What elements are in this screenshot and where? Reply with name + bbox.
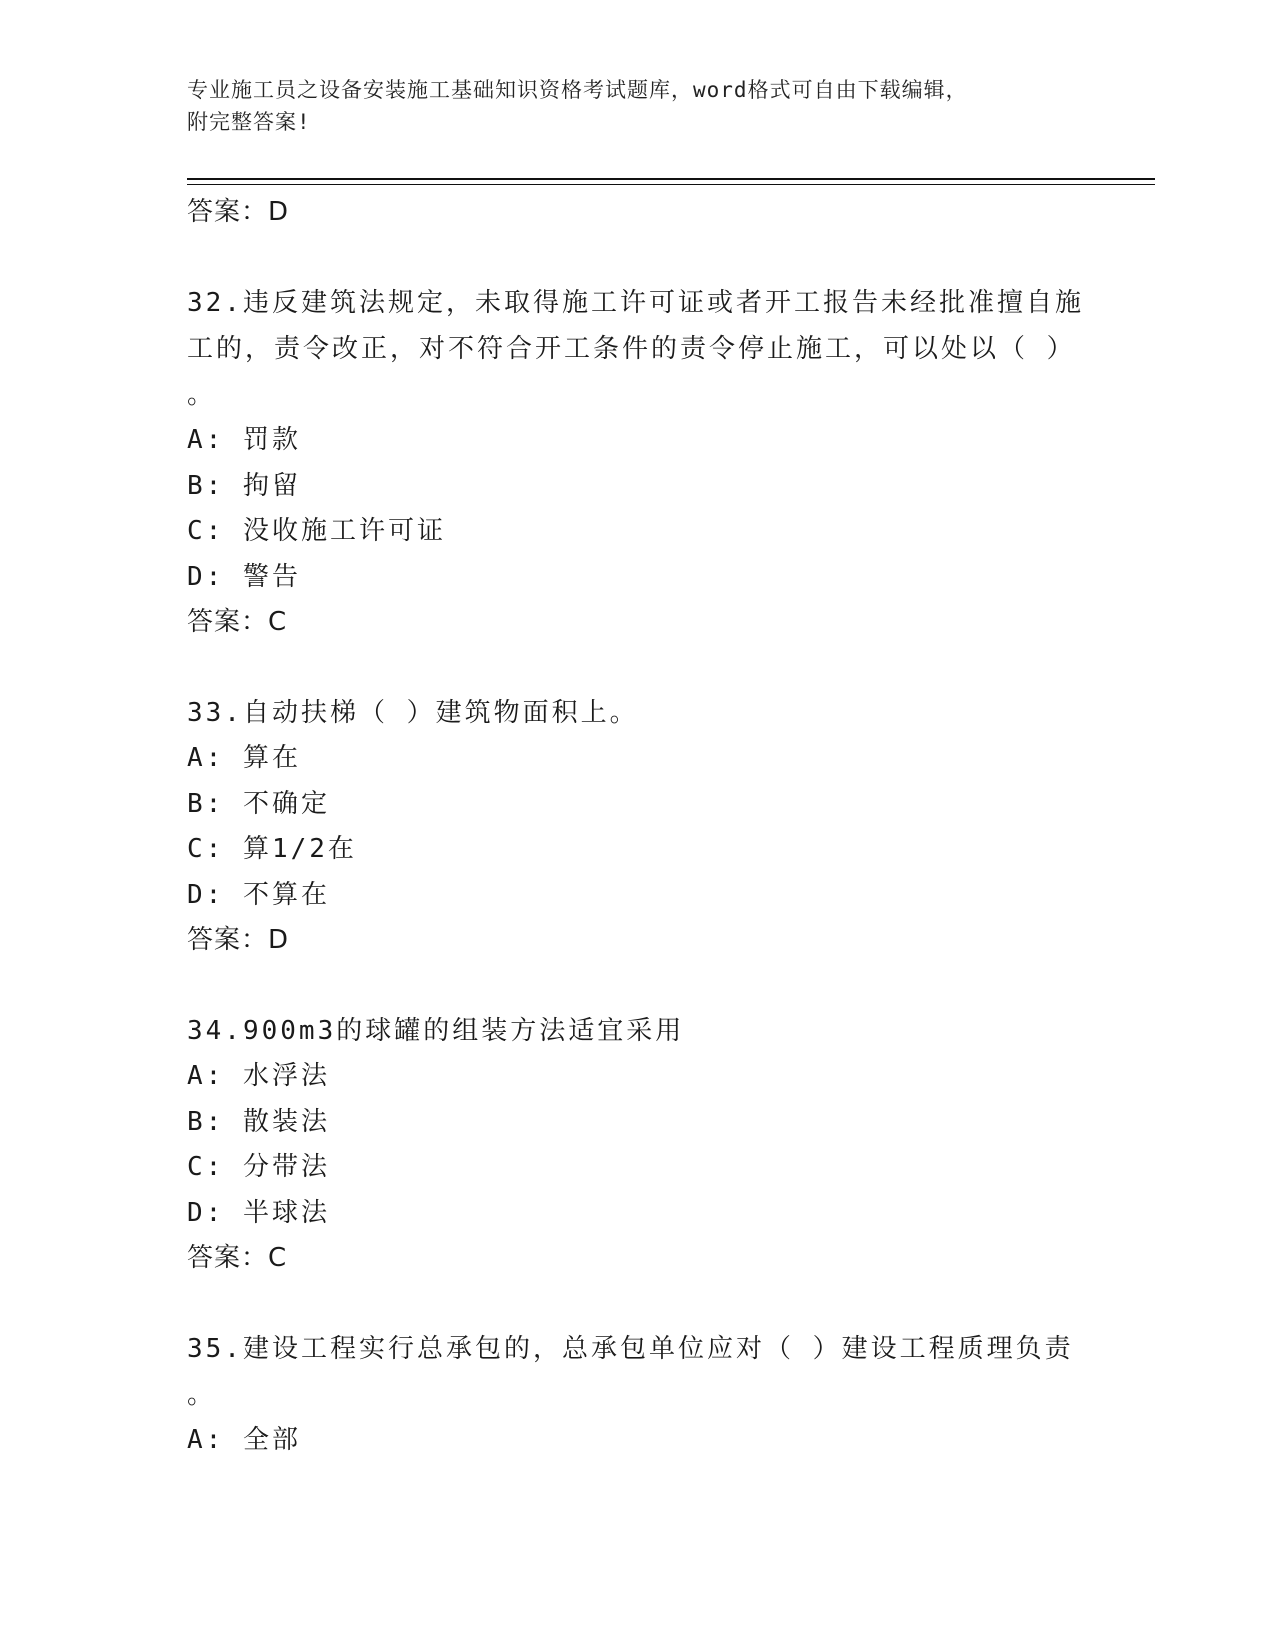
option-c bbox=[187, 509, 1087, 555]
option-text: 警告 bbox=[242, 561, 301, 592]
question-text: 32.违反建筑法规定，未取得施工许可证或者开工报告未经批准擅自施 bbox=[187, 288, 1084, 318]
option-text: 半球法 bbox=[242, 1197, 330, 1228]
question-list bbox=[187, 190, 1087, 1464]
option-b bbox=[187, 1100, 1087, 1146]
option-c bbox=[187, 1145, 1087, 1191]
option-letter: C: bbox=[187, 516, 225, 546]
answer-line: 答案：D bbox=[187, 925, 290, 955]
option-a bbox=[187, 1418, 1087, 1464]
option-letter: A: bbox=[187, 1425, 225, 1455]
option-text: 分带法 bbox=[242, 1152, 330, 1182]
header-divider-thick bbox=[187, 178, 1155, 180]
question-text: 工的，责令改正，对不符合开工条件的责令停止施工，可以处以（ ） bbox=[187, 334, 1076, 364]
question-block bbox=[187, 1326, 1087, 1464]
option-text: 水浮法 bbox=[242, 1061, 330, 1091]
option-text: 全部 bbox=[242, 1425, 301, 1455]
option-b bbox=[187, 464, 1087, 510]
question-block bbox=[187, 280, 1087, 645]
option-a bbox=[187, 736, 1087, 782]
option-letter: A: bbox=[187, 1061, 225, 1091]
answer-line: 答案：C bbox=[187, 1243, 288, 1273]
option-text: 没收施工许可证 bbox=[242, 516, 446, 546]
option-d bbox=[187, 1191, 1087, 1237]
option-text: 不确定 bbox=[242, 788, 330, 819]
option-letter: D: bbox=[187, 561, 225, 592]
option-letter: D: bbox=[187, 1197, 225, 1228]
option-letter: B: bbox=[187, 788, 225, 819]
option-text: 不算在 bbox=[242, 879, 330, 910]
option-c bbox=[187, 827, 1087, 873]
question-text: 。 bbox=[187, 380, 217, 410]
option-letter: B: bbox=[187, 1106, 225, 1137]
option-letter: C: bbox=[187, 834, 225, 864]
page-header bbox=[187, 74, 1087, 138]
header-divider-thin bbox=[187, 184, 1155, 185]
option-letter: A: bbox=[187, 743, 225, 773]
question-block bbox=[187, 690, 1087, 963]
option-text: 散装法 bbox=[242, 1106, 330, 1137]
header-line-1: 专业施工员之设备安装施工基础知识资格考试题库，word格式可自由下载编辑， bbox=[187, 78, 968, 102]
option-letter: B: bbox=[187, 470, 225, 501]
option-a bbox=[187, 418, 1087, 464]
option-b bbox=[187, 782, 1087, 828]
question-block bbox=[187, 1008, 1087, 1281]
option-text: 罚款 bbox=[242, 425, 301, 455]
option-text: 算1/2在 bbox=[242, 834, 357, 864]
question-text: 34.900m3的球罐的组装方法适宜采用 bbox=[187, 1016, 685, 1046]
question-text: 33.自动扶梯（ ）建筑物面积上。 bbox=[187, 698, 639, 728]
option-a bbox=[187, 1054, 1087, 1100]
question-text: 。 bbox=[187, 1380, 217, 1410]
option-d bbox=[187, 873, 1087, 919]
option-letter: D: bbox=[187, 879, 225, 910]
option-d bbox=[187, 555, 1087, 601]
header-line-2: 附完整答案! bbox=[187, 110, 311, 134]
option-letter: C: bbox=[187, 1152, 225, 1182]
option-letter: A: bbox=[187, 425, 225, 455]
question-text: 35.建设工程实行总承包的，总承包单位应对（ ）建设工程质理负责 bbox=[187, 1334, 1074, 1364]
option-text: 算在 bbox=[242, 743, 301, 773]
answer-line: 答案：C bbox=[187, 607, 288, 637]
answer-line: 答案：D bbox=[187, 197, 290, 227]
option-text: 拘留 bbox=[242, 470, 301, 501]
